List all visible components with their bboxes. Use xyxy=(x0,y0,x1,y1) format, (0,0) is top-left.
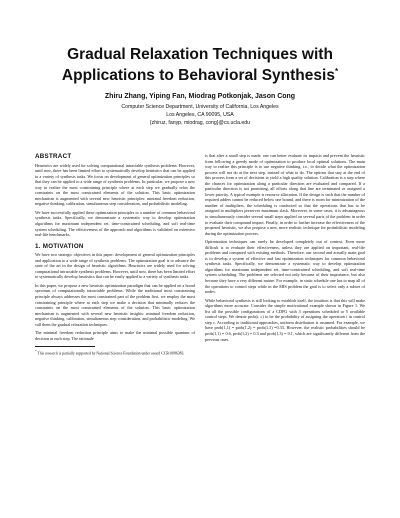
footnote-text: This research is partially supported by National Science Foundation under award CCR-0086383. xyxy=(37,351,185,356)
abstract-heading: ABSTRACT xyxy=(35,153,72,160)
affiliation-department: Computer Science Department, University of California, Los Angeles xyxy=(121,104,279,110)
right-column xyxy=(205,153,365,345)
motivation-paragraph-2: In this paper, we propose a new heuristic optimization paradigm that can be applied on a broad spectrum of computationally intractable problems. While the traditional most constraining principle always addresses the most constrained part of the problem first, we employ the most constraining principle where at each step we make a decision that minimally reduces the constraints on the most constrained elements of the solution. This basic optimization mechanism is augmented with several new heuristic insights: minimal freedom reduction, negative thinking, calibration, simultaneous step consideration, and probabilistic modeling. We call them the gradual relaxation techniques. xyxy=(35,282,195,327)
abstract-paragraph-1: Heuristics are widely used for solving computational intractable synthesis problems. However, until now, there has been limited effort to systematically develop heuristics that can be applied to a variety of synthesis tasks. We focus on development of general optimization principles so that they can be applied to a wide range of synthesis problems. In particular, we propose a new way to realize the most constraining principle where at each step we gradually relax the constraints on the most constrained elements of the solution. This basic optimization mechanism is augmented with several new heuristic principles: minimal freedom reduction, negative thinking, calibration, simultaneous step consideration, and probabilistic modeling. xyxy=(35,162,195,207)
footnote-mark: * xyxy=(35,349,37,354)
paper-title xyxy=(28,46,372,84)
author-list: Zhiru Zhang, Yiping Fan, Miodrag Potkonjak, Jason Cong xyxy=(104,93,296,100)
motivation-paragraph-1: We have two strategic objectives in this paper: development of general optimization principles and application to a wide range of synthesis problems. The optimization goal is to advance the state of the art in the design of heuristic algorithms. Heuristics are widely used for solving computational intractable synthesis problems. However, until now, there has been limited effort to systematically develop heuristics that can be easily applied to a variety of synthesis tasks. xyxy=(35,252,195,280)
motivation-heading: 1. MOTIVATION xyxy=(35,242,84,250)
footnote-divider xyxy=(35,346,95,347)
motivation-paragraph-3: The minimal freedom reduction principle aims to make the minimal possible quantum of decision at each step. The rationale xyxy=(35,330,195,341)
abstract-paragraph-2: We have successfully applied these optimization principles to a number of common behavioral synthesis tasks. Specifically, we demonstrate a systematic way to develop optimization algorithms for maximum independent set, time-constrained scheduling, and soft real-time system scheduling. The effectiveness of the approach and algorithms is validated on extensive real-life benchmarks. xyxy=(35,209,195,238)
affiliation-city: Los Angeles, CA 90095, USA xyxy=(166,112,234,118)
right-paragraph-2: Optimization techniques can rarely be developed completely out of context. Even more difficult is to evaluate their effectiveness, unless they are applied on important, real-life problems and compared with existing methods. Therefore, our second and actually main goal is to develop a system of effective and fast optimization techniques for common behavioral synthesis tasks. Specifically, we demonstrate a systematic way to develop optimization algorithms for maximum independent set, time-constrained scheduling, and soft real-time system scheduling. The problems are selected not only because of their importance, but also because they have a very different nature. For example, in static schedule one has to map all of the operations to control steps while in the MIS problem the goal is to select only a subset of nodes. xyxy=(205,239,365,295)
right-paragraph-1: is that after a small step is made, one can better evaluate its impacts and prevent the heuristic from following a greedy mode of optimization to produce local optimal solutions. The main way to realize this principle is to use negative thinking, i.e., to decide what the optimization process will not do at the next step, instead of what to do. The options that stay at the end of this process form a set of decisions to yield a high quality solution. Calibration is a step where the chances for optimization along a particular direction are evaluated and compared. If a particular direction is not promising, all efforts along that line are terminated or assigned a lower priority. A typical example is resource allocation. If the design is such that the number of required adders cannot be reduced below one bound, and there is room for minimization of the number of multipliers, the scheduling is conducted so that the operations that has to be assigned to multipliers preserves maximum slack. Moreover, in some cases, it is advantageous to simultaneously consider several small steps applied on several parts of the problem in order to evaluate their compound impact. Finally, in order to further increase the effectiveness of the proposed heuristic, we also propose a new, more realistic technique for probabilistic modeling during the optimization process. xyxy=(205,153,365,236)
left-column xyxy=(35,154,195,356)
title-text: Gradual Relaxation Techniques with Applications to Behavioral Synthesis xyxy=(61,46,335,85)
title-footnote-mark: * xyxy=(334,67,339,76)
right-paragraph-3: While behavioral synthesis is still looking to establish itself, the intuition is that this will make algorithms more accurate. Consider the simple motivational example shown in Figure 1. We list all the possible configurations of a CDFG with 3 operations scheduled to 5 available control steps. We denote prob(i, c) to be the probability of assigning the operation i in control step c. According to traditional approaches, uniform distribution is assumed. For example, we have prob(1,1) = prob(1,2) = prob(1,3) =0.33, However, the realistic probabilities should be prob(1,1) = 0.6, prob(1,2) = 0.3 and prob(1,3) = 0.1, which are significantly different from the previous ones. xyxy=(205,297,365,342)
affiliation-email: {zhiruz, fanyp, miodrag, cong}@cs.ucla.edu xyxy=(149,120,251,126)
footnote xyxy=(35,349,195,356)
